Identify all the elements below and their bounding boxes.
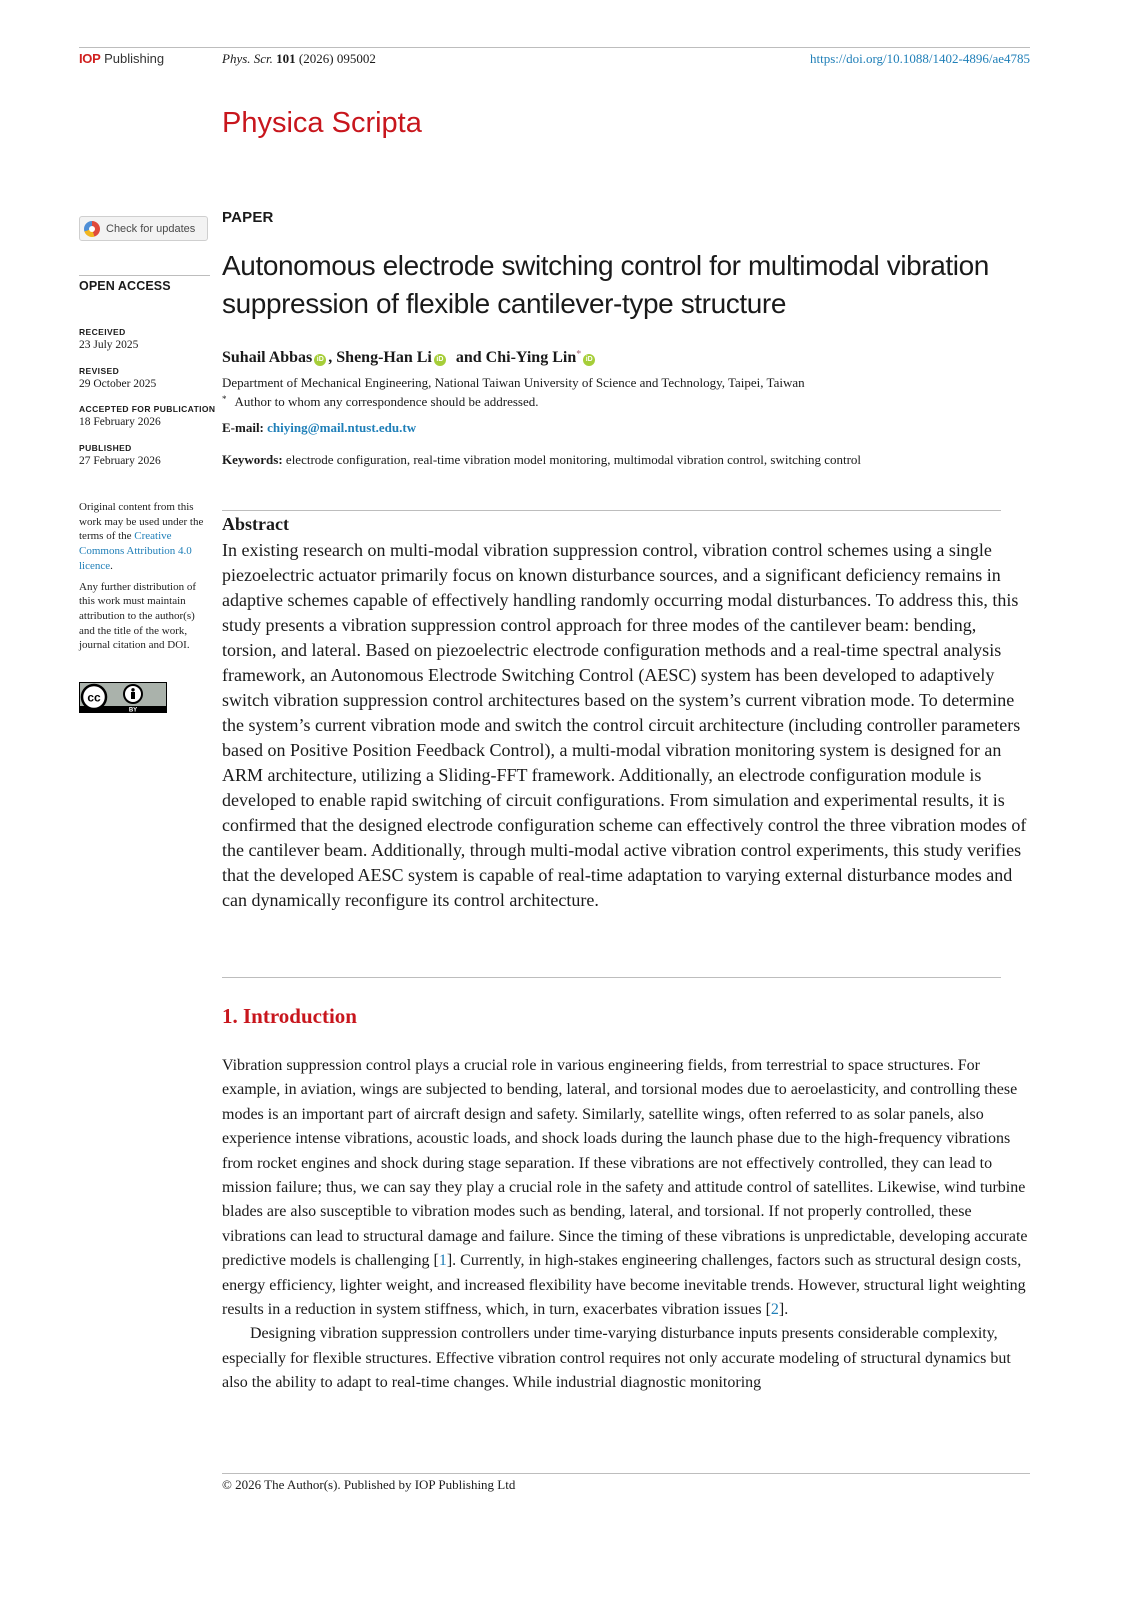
author-lin[interactable]: and Chi-Ying Lin (455, 349, 577, 366)
citation-volume: 101 (276, 51, 296, 66)
footer-rule (222, 1473, 1030, 1474)
intro-paragraph-2: Designing vibration suppression controllers under time-varying disturbance inputs presents considerable complexity, especially for flexible structures. Effective vibration control requires not only accurate modeling of structural dynamics but also the ability to adapt to real-time changes. While industrial diagnostic monitoring (222, 1325, 1011, 1392)
keywords-line (222, 452, 861, 468)
email-link[interactable]: chiying@mail.ntust.edu.tw (267, 420, 417, 435)
author-list (222, 349, 597, 367)
abstract-rule-top (222, 510, 1001, 511)
orcid-icon[interactable]: iD (434, 354, 446, 366)
header-rule (79, 47, 1030, 48)
logo-iop-text: IOP (79, 51, 101, 66)
email-label: E-mail: (222, 420, 264, 435)
correspondence-mark: * (222, 394, 227, 404)
open-access-label: OPEN ACCESS (79, 279, 171, 293)
accepted-label: ACCEPTED FOR PUBLICATION (79, 404, 216, 414)
abstract-heading: Abstract (222, 514, 289, 534)
sidebar-rule (79, 275, 210, 276)
citation-rest: (2026) 095002 (298, 51, 376, 66)
journal-title[interactable]: Physica Scripta (222, 107, 422, 139)
email-line (222, 420, 416, 436)
logo-publishing-text: Publishing (104, 51, 165, 66)
iop-publishing-logo[interactable] (79, 51, 164, 66)
affiliation: Department of Mechanical Engineering, National Taiwan University of Science and Technology, Taipei, Taiwan (222, 375, 805, 390)
check-updates-label: Check for updates (106, 222, 196, 235)
correspondence-text: Author to whom any correspondence should be addressed. (234, 394, 539, 409)
cc-license-link[interactable]: Creative Commons Attribution 4.0 licence (79, 530, 192, 572)
paper-title-line-1: Autonomous electrode switching control for multimodal vibration (222, 250, 989, 281)
section-heading-introduction: 1. Introduction (222, 1004, 357, 1028)
abstract-rule-bottom (222, 977, 1001, 978)
published-label: PUBLISHED (79, 443, 132, 453)
intro-p1-part-b: ]. Currently, in high-stakes engineering challenges, factors such as structural design costs, energy efficiency, lighter weight, and increased flexibility have become inevitable trends. However, structural light weighting results in a reduction in system stiffness, which, in turn, exacerbates vibration issues [ (222, 1252, 1026, 1319)
intro-paragraph-1 (222, 1054, 1030, 1322)
orcid-icon[interactable]: iD (314, 354, 326, 366)
corresponding-author-mark: * (576, 349, 582, 360)
svg-text:cc: cc (87, 690, 101, 705)
copyright-footer: © 2026 The Author(s). Published by IOP Publishing Ltd (222, 1477, 516, 1492)
doi-link[interactable]: https://doi.org/10.1088/1402-4896/ae4785 (809, 51, 1030, 66)
keywords-label: Keywords: (222, 452, 283, 467)
license-post: . (110, 559, 113, 572)
introduction-body (222, 1054, 1030, 1396)
distribution-notice: Any further distribution of this work must maintain attribution to the author(s) and the title of the work, journal citation and DOI. (79, 580, 197, 652)
journal-citation (222, 51, 376, 67)
received-label: RECEIVED (79, 327, 126, 337)
published-date: 27 February 2026 (79, 455, 161, 467)
cc-by-license-icon[interactable] (79, 682, 167, 713)
keywords-text: electrode configuration, real-time vibration model monitoring, multimodal vibration control, switching control (285, 452, 862, 467)
check-for-updates-button[interactable] (79, 216, 208, 241)
reference-link-2[interactable]: 2 (770, 1301, 779, 1319)
intro-p1-part-a: Vibration suppression control plays a crucial role in various engineering fields, from terrestrial to space structures. For example, in aviation, wings are subjected to bending, lateral, and torsional modes due to aeroelasticity, and controlling these modes is an important part of aircraft design and safety. Similarly, satellite wings, often referred to as solar panels, also experience intense vibrations, acoustic loads, and shock loads during the launch phase due to the high-frequency vibrations from rocket engines and shock during stage separation. If these vibrations are not effectively controlled, they can lead to mission failure; thus, we can say they play a crucial role in the safety and attitude control of satellites. Likewise, wind turbine blades are also susceptible to vibration modes such as bending, lateral, and torsional. If not properly controlled, these vibrations can lead to structural damage and failure. Since the timing of these vibrations is unpredictable, developing accurate predictive models is challenging [ (222, 1057, 1028, 1270)
intro-p1-part-c: ]. (778, 1301, 789, 1319)
article-type-label: PAPER (222, 209, 274, 226)
author-abbas[interactable]: Suhail Abbas (222, 349, 313, 366)
accepted-date: 18 February 2026 (79, 416, 161, 428)
correspondence-note (222, 394, 538, 410)
reference-link-1[interactable]: 1 (438, 1252, 447, 1270)
paper-title-line-2: suppression of flexible cantilever-type structure (222, 288, 787, 319)
received-date: 23 July 2025 (79, 339, 139, 351)
revised-label: REVISED (79, 366, 120, 376)
cc-by-label: BY (128, 707, 138, 713)
abstract-text: In existing research on multi-modal vibration suppression control, vibration control schemes using a single piezoelectric actuator primarily focus on known disturbance sources, and a significant deficiency remains in adaptive schemes capable of effectively handling randomly occurring modal disturbances. To address this, this study presents a vibration suppression control approach for three modes of the cantilever beam: bending, torsion, and lateral. Based on piezoelectric electrode configuration methods and a real-time spectral analysis framework, an Autonomous Electrode Switching Control (AESC) system has been developed to adaptively switch vibration suppression control architectures based on the system’s current vibration mode. To determine the system’s current vibration mode and switch the control circuit architecture (including controller parameters based on Positive Position Feedback Control), a multi-modal vibration monitoring system is designed for an ARM architecture, utilizing a Sliding-FFT framework. Additionally, an electrode configuration module is developed to enable rapid switching of circuit configurations. From simulation and experimental results, it is confirmed that the designed electrode configuration scheme can effectively control the three vibration modes of the cantilever beam. Additionally, through multi-modal active vibration control experiments, this study verifies that the developed AESC system is capable of real-time adaptation to varying external disturbance modes and can dynamically reconfigure its control architecture. (222, 540, 1027, 910)
revised-date: 29 October 2025 (79, 378, 157, 390)
author-li[interactable]: , Sheng-Han Li (328, 349, 432, 366)
license-pre: Original content from this work may be used under the terms of the (79, 501, 204, 543)
check-updates-icon (84, 221, 100, 237)
orcid-icon[interactable]: iD (583, 354, 595, 366)
paper-title (222, 247, 1022, 323)
citation-journal: Phys. Scr. (222, 51, 273, 66)
license-notice (79, 500, 212, 659)
